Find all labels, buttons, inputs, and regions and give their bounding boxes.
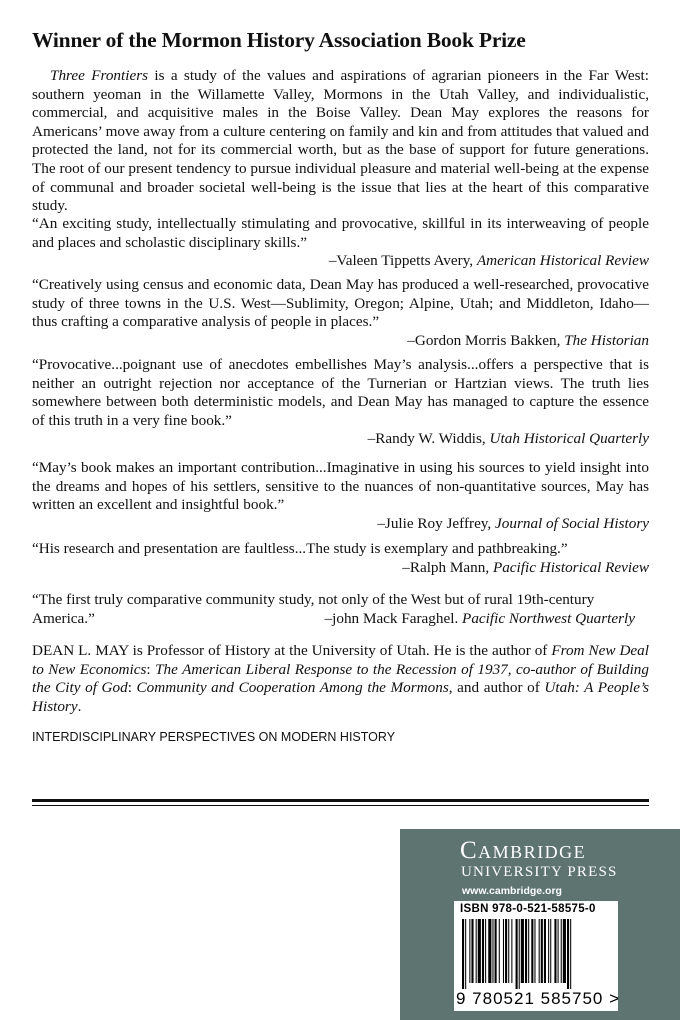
reviewer-name: –Valeen Tippetts Avery, bbox=[328, 252, 477, 270]
review-attribution bbox=[325, 610, 635, 629]
barcode-bar bbox=[488, 919, 491, 983]
review-quote-text: “His research and presentation are faultless...The study is exemplary and pathbreaking.” bbox=[32, 540, 568, 557]
barcode-bar bbox=[516, 919, 518, 989]
author-bio bbox=[32, 642, 649, 716]
review-quote-text: “An exciting study, intellectually stimulating and provocative, skillful in its interweaving of people and places and scholastic disciplinary skills.” bbox=[32, 215, 649, 251]
review-attribution bbox=[32, 332, 649, 351]
barcode-bar bbox=[476, 919, 477, 983]
barcode-bar bbox=[539, 919, 540, 983]
publisher-subtitle: UNIVERSITY PRESS bbox=[461, 864, 618, 880]
review-quote bbox=[32, 356, 649, 449]
bio-book-title: Community and Cooperation Among the Mormons bbox=[136, 679, 449, 697]
barcode-bar bbox=[482, 919, 484, 983]
barcode-bar bbox=[541, 919, 543, 983]
barcode-bar bbox=[570, 919, 571, 989]
series-title: INTERDISCIPLINARY PERSPECTIVES ON MODERN HISTORY bbox=[32, 730, 396, 744]
review-source: Pacific Historical Review bbox=[492, 558, 649, 576]
bio-text: , and author of bbox=[448, 679, 545, 697]
bio-book-title: From New Deal to New Economics bbox=[32, 642, 649, 678]
reviewer-name: –Ralph Mann, bbox=[402, 558, 493, 576]
publisher-url: www.cambridge.org bbox=[462, 885, 562, 897]
review-quote-text: “May’s book makes an important contribution...Imaginative in using his sources to yield insight into the dreams and hopes of his settlers, sensitive to the nuances of non-quantitative sources, May has written an excellent and insightful book.” bbox=[32, 459, 649, 514]
barcode-bar bbox=[561, 919, 562, 983]
review-quote-text: “The first truly comparative community study, not only of the West but of rural 19th-century bbox=[32, 591, 595, 608]
bio-text: . bbox=[77, 697, 82, 715]
barcode-icon bbox=[460, 919, 612, 989]
barcode-bar bbox=[511, 919, 512, 983]
review-quote bbox=[32, 459, 649, 533]
bio-text: DEAN L. MAY is Professor of History at the University of Utah. He is the author of bbox=[32, 642, 552, 659]
book-description bbox=[32, 67, 649, 216]
publisher-name: Cambridge bbox=[460, 837, 587, 864]
barcode-bar bbox=[503, 919, 504, 983]
barcode-bar bbox=[465, 919, 466, 989]
reviewer-name: –Randy W. Widdis, bbox=[367, 430, 490, 448]
reviewer-name: –Gordon Morris Bakken, bbox=[407, 331, 565, 349]
publisher-panel bbox=[400, 829, 680, 1020]
barcode-bar bbox=[462, 919, 464, 989]
barcode-digits: 9 780521 585750 > bbox=[456, 989, 621, 1008]
review-source: The Historian bbox=[564, 331, 649, 349]
barcode-bar bbox=[492, 919, 493, 983]
review-quote-text: “Creatively using census and economic data, Dean May has produced a well-researched, provocative study of three towns in the U.S. West—Sublimity, Oregon; Alpine, Utah; and Middleton, Idaho—thus crafting a comparative analysis of people in places.” bbox=[32, 276, 649, 331]
barcode-bar bbox=[554, 919, 556, 983]
barcode-bar bbox=[508, 919, 509, 983]
barcode-bar bbox=[528, 919, 529, 983]
review-attribution bbox=[32, 430, 649, 449]
barcode-bar bbox=[519, 919, 520, 989]
review-quote bbox=[32, 215, 649, 271]
barcode-bar bbox=[521, 919, 524, 983]
review-quote-line bbox=[32, 610, 649, 629]
barcode-bar bbox=[525, 919, 527, 983]
review-quote-text: “Provocative...poignant use of anecdotes embellishes May’s analysis...offers a perspective that is neither an outright rejection nor acceptance of the Turnerian or Hartzian views. The truth lies somewhere between both deterministic models, and Dean May has managed to capture the essence of this truth in a very fine book.” bbox=[32, 356, 649, 429]
review-attribution bbox=[32, 515, 649, 534]
review-source: American Historical Review bbox=[476, 252, 649, 270]
reviewer-name: –Julie Roy Jeffrey, bbox=[377, 514, 496, 532]
description-text: is a study of the values and aspirations of agrarian pioneers in the Far West: southern yeoman in the Willamette Valley, Mormons in the Utah Valley, and individualistic, commercial, and acquisitive males in the Boise Valley. Dean May explores the reasons for Americans’ move away from a culture centering on family and kin and from attitudes that valued and protected the land, not for its commercial worth, but as the base of support for future generations. The root of our present tendency to pursue individual pleasure and material well-being at the expense of communal and broader societal well-being is the issue that lies at the heart of this comparative study. bbox=[32, 67, 649, 215]
reviewer-name: –john Mack Faraghel. bbox=[324, 609, 463, 627]
review-attribution bbox=[32, 252, 649, 271]
barcode-bar bbox=[531, 919, 533, 983]
review-source: Utah Historical Quarterly bbox=[489, 430, 649, 448]
barcode-bar bbox=[548, 919, 549, 983]
barcode-bar bbox=[469, 919, 470, 983]
barcode-bar bbox=[499, 919, 500, 983]
review-source: Journal of Social History bbox=[495, 514, 649, 532]
bio-book-title: Utah: A People’s History bbox=[32, 679, 649, 715]
review-quote-text: America.” bbox=[32, 609, 95, 627]
review-quote bbox=[32, 591, 649, 628]
divider-thick bbox=[32, 799, 649, 802]
bio-book-title: The American Liberal Response to the Recession of 1937, co-author of Building the City of God bbox=[32, 660, 649, 697]
barcode-bar bbox=[534, 919, 535, 983]
barcode-label bbox=[454, 901, 621, 1011]
barcode-bar bbox=[558, 919, 559, 983]
barcode-bar bbox=[485, 919, 486, 983]
barcode-bar bbox=[505, 919, 507, 983]
barcode-bar bbox=[495, 919, 497, 983]
bio-text: : bbox=[146, 660, 156, 678]
isbn-number: ISBN 978-0-521-58575-0 bbox=[460, 903, 596, 915]
barcode-bar bbox=[478, 919, 481, 983]
review-attribution bbox=[32, 559, 649, 578]
barcode-bar bbox=[471, 919, 473, 983]
review-quote bbox=[32, 276, 649, 350]
bio-text: : bbox=[127, 679, 137, 697]
barcode-bar bbox=[563, 919, 566, 983]
review-source: Pacific Northwest Quarterly bbox=[462, 609, 635, 627]
book-prize-heading: Winner of the Mormon History Association Book Prize bbox=[32, 28, 526, 52]
book-title: Three Frontiers bbox=[50, 67, 149, 84]
divider-thin bbox=[32, 805, 649, 806]
barcode-bar bbox=[567, 919, 569, 989]
review-quote bbox=[32, 540, 649, 577]
barcode-bar bbox=[544, 919, 546, 983]
barcode-bar bbox=[550, 919, 551, 983]
